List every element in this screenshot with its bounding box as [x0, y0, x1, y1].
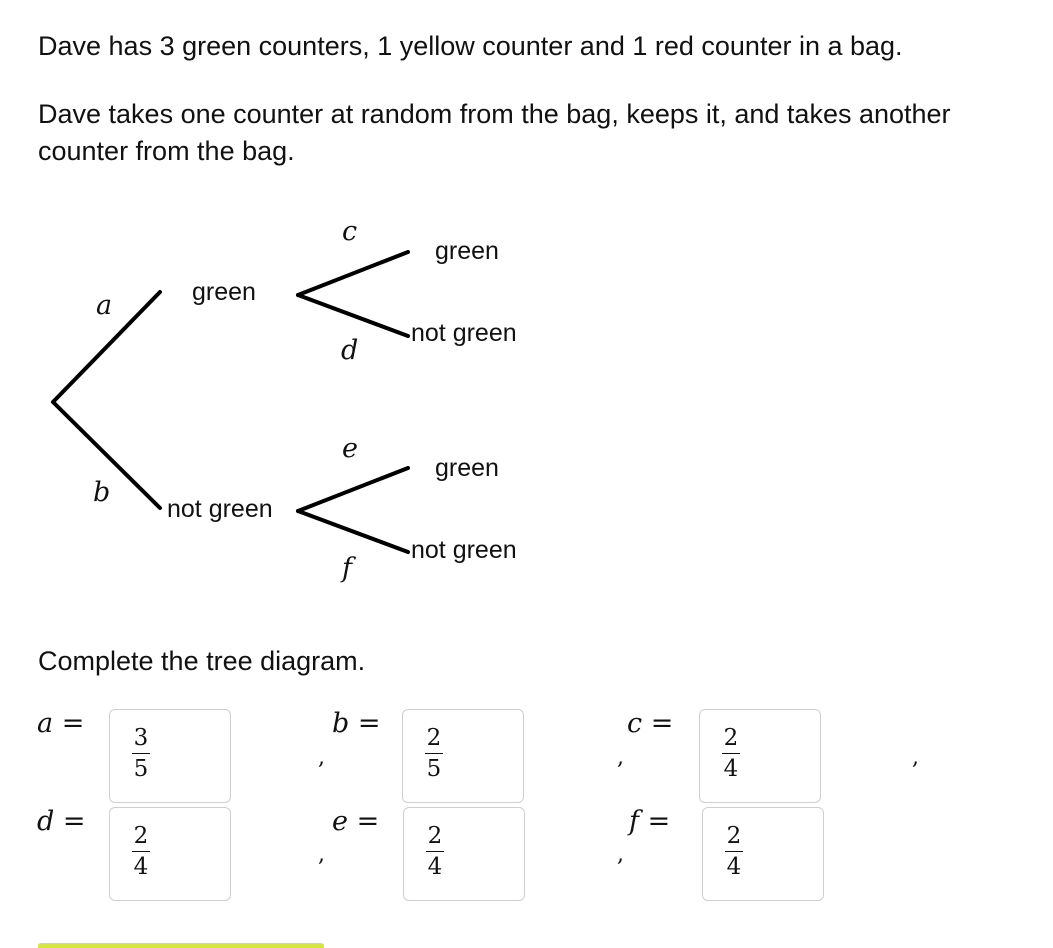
denominator: 4 [427, 854, 443, 880]
answer-fraction-d [132, 822, 150, 881]
answer-input-c[interactable] [699, 709, 821, 803]
branch-label-d: d [341, 335, 359, 366]
answer-fraction-b [425, 724, 443, 783]
answer-label-f: f = [629, 806, 671, 837]
outcome-green-not-green: not green [411, 319, 517, 347]
answer-input-b[interactable] [402, 709, 524, 803]
separator-comma: , [617, 745, 624, 770]
outcome-first-green: green [192, 278, 256, 306]
numerator: 2 [723, 725, 739, 751]
denominator: 4 [133, 854, 149, 880]
branch-label-e: e [342, 433, 358, 464]
separator-comma: , [318, 842, 325, 867]
branch-d-line [298, 295, 408, 336]
question-text-2: Dave takes one counter at random from the bag, keeps it, and takes another counter from the bag. [38, 99, 951, 166]
outcome-first-not-green: not green [167, 495, 273, 523]
branch-label-a: a [96, 290, 113, 321]
instruction-text: Complete the tree diagram. [38, 646, 366, 676]
fraction-bar [132, 753, 150, 754]
answer-input-d[interactable] [109, 807, 231, 901]
denominator: 4 [726, 854, 742, 880]
outcome-green-green: green [435, 237, 499, 265]
denominator: 5 [133, 756, 149, 782]
outcome-notgreen-green: green [435, 454, 499, 482]
answer-input-f[interactable] [702, 807, 824, 901]
answer-fraction-c [722, 724, 740, 783]
fraction-bar [722, 753, 740, 754]
numerator: 3 [133, 725, 149, 751]
branch-label-c: c [342, 216, 358, 247]
numerator: 2 [133, 823, 149, 849]
question-text-1: Dave has 3 green counters, 1 yellow counter and 1 red counter in a bag. [38, 31, 903, 61]
separator-comma: , [912, 745, 919, 770]
branch-c-line [298, 252, 408, 295]
fraction-bar [426, 851, 444, 852]
fraction-bar [425, 753, 443, 754]
answer-label-e: e = [332, 806, 380, 837]
answer-label-b: b = [332, 708, 381, 739]
answer-fraction-f [725, 822, 743, 881]
answer-input-e[interactable] [403, 807, 525, 901]
submit-button[interactable] [38, 943, 324, 948]
fraction-bar [725, 851, 743, 852]
outcome-notgreen-not-green: not green [411, 536, 517, 564]
answer-label-d: d = [37, 806, 86, 837]
numerator: 2 [427, 823, 443, 849]
denominator: 5 [426, 756, 442, 782]
answer-fraction-e [426, 822, 444, 881]
separator-comma: , [617, 842, 624, 867]
numerator: 2 [426, 725, 442, 751]
branch-e-line [298, 468, 408, 511]
answer-label-a: a = [37, 708, 85, 739]
branch-label-f: f [342, 553, 352, 584]
answer-input-a[interactable] [109, 709, 231, 803]
separator-comma: , [318, 745, 325, 770]
denominator: 4 [723, 756, 739, 782]
branch-label-b: b [93, 477, 111, 508]
answer-fraction-a [132, 724, 150, 783]
answer-label-c: c = [627, 708, 674, 739]
fraction-bar [132, 851, 150, 852]
numerator: 2 [726, 823, 742, 849]
branch-f-line [298, 511, 408, 552]
